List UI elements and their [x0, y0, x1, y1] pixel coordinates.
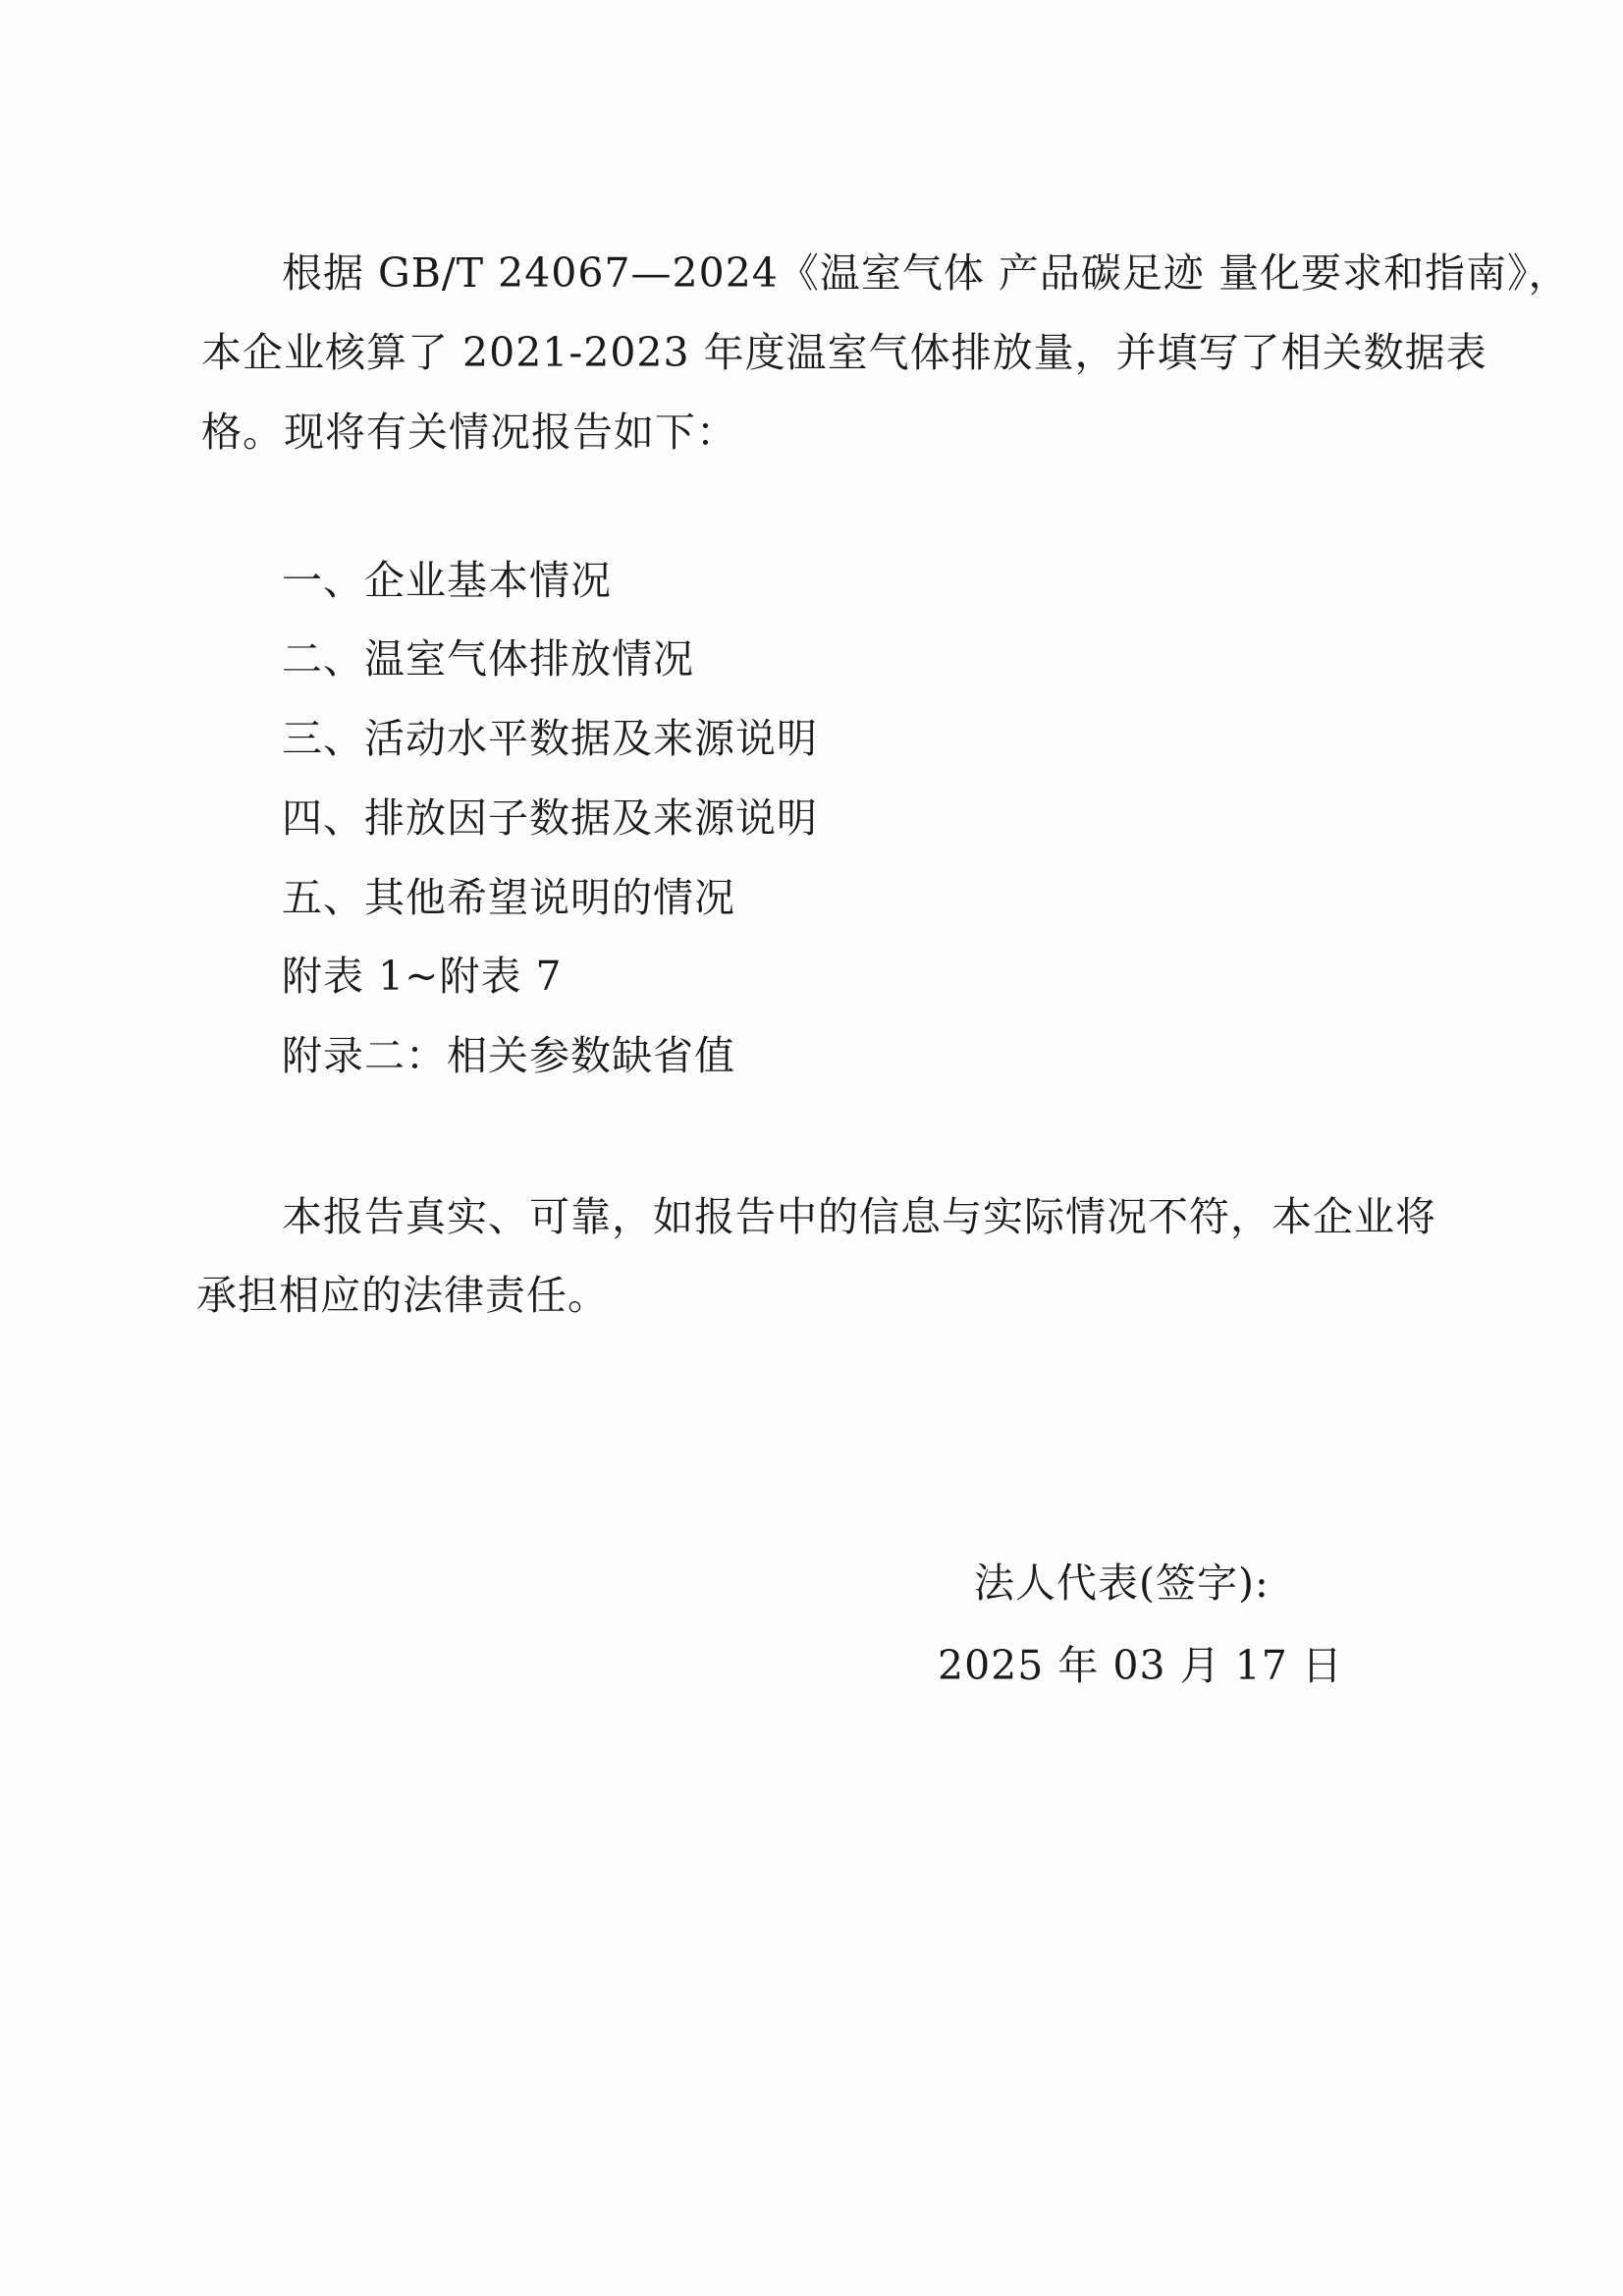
toc-item: 附表 1~附表 7 [282, 953, 563, 1000]
toc-item: 附录二：相关参数缺省值 [282, 1032, 735, 1079]
toc-item: 五、其他希望说明的情况 [282, 874, 735, 921]
intro-line-3: 格。现将有关情况报告如下： [201, 409, 737, 456]
toc-item: 一、企业基本情况 [282, 557, 612, 604]
intro-line-1: 根据 GB/T 24067—2024《温室气体 产品碳足迹 量化要求和指南》， [282, 249, 1570, 297]
toc-item: 三、活动水平数据及来源说明 [282, 715, 818, 762]
signature-date: 2025 年 03 月 17 日 [938, 1642, 1343, 1689]
signature-label: 法人代表(签字): [974, 1559, 1270, 1607]
intro-line-2: 本企业核算了 2021-2023 年度温室气体排放量，并填写了相关数据表 [201, 329, 1488, 376]
declaration-line-2: 承担相应的法律责任。 [196, 1272, 609, 1319]
toc-item: 四、排放因子数据及来源说明 [282, 794, 818, 842]
declaration-line-1: 本报告真实、可靠，如报告中的信息与实际情况不符，本企业将 [282, 1193, 1436, 1240]
toc-item: 二、温室气体排放情况 [282, 635, 694, 683]
